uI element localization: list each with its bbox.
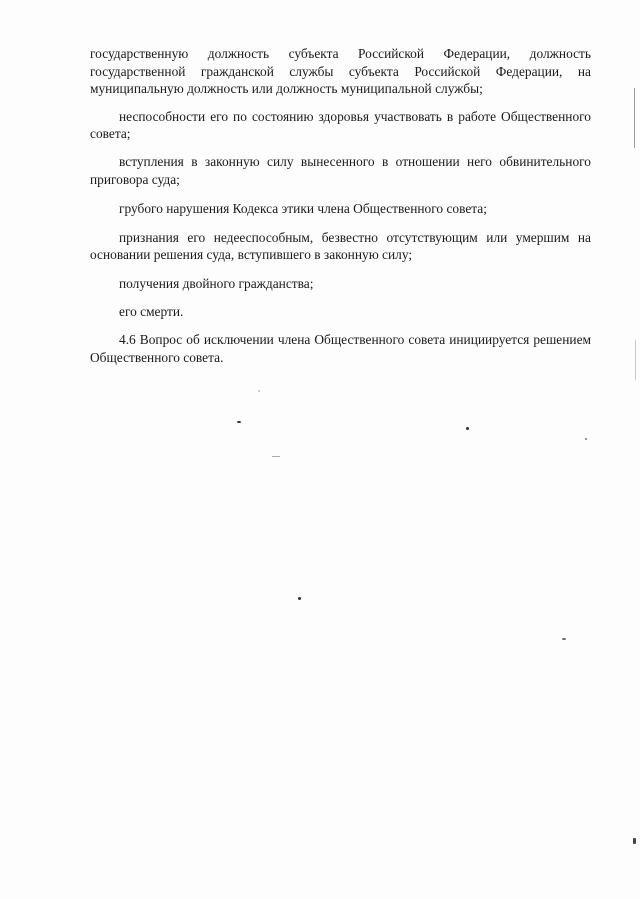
paragraph-section-4-6: 4.6 Вопрос об исключении члена Общественного совета инициируется решением Общественного совета. [90, 332, 591, 365]
scan-speck [237, 421, 241, 423]
paragraph-dual-citizenship: получения двойного гражданства; [119, 275, 314, 291]
scan-edge-line [635, 340, 636, 380]
scan-speck [272, 456, 280, 457]
scan-speck [258, 390, 260, 392]
paragraph-health: неспособности его по состоянию здоровья участвовать в работе Общественного совета; [90, 108, 591, 142]
paragraph-conviction: вступления в законную силу вынесенного в отношении него обвинительного приговора суда; [90, 153, 591, 187]
scan-speck [466, 427, 469, 430]
scan-speck [585, 438, 587, 440]
scan-speck [633, 838, 636, 844]
document-body [90, 45, 591, 377]
scan-speck [298, 597, 301, 600]
paragraph-ethics-violation: грубого нарушения Кодекса этики члена Общественного совета; [119, 201, 487, 217]
paragraph-incapacity: признания его недееспособным, безвестно отсутствующим или умершим на основании решения суда, вступившего в законную силу; [90, 229, 591, 263]
paragraph-continuation: государственную должность субъекта Российской Федерации, должность государственной гражданской службы субъекта Российской Федерации, на муниципальную должность или должность муниципальной службы; [90, 46, 591, 97]
paragraph-death: его смерти. [119, 303, 184, 319]
scan-edge-line [634, 88, 635, 148]
scan-speck [562, 638, 566, 640]
